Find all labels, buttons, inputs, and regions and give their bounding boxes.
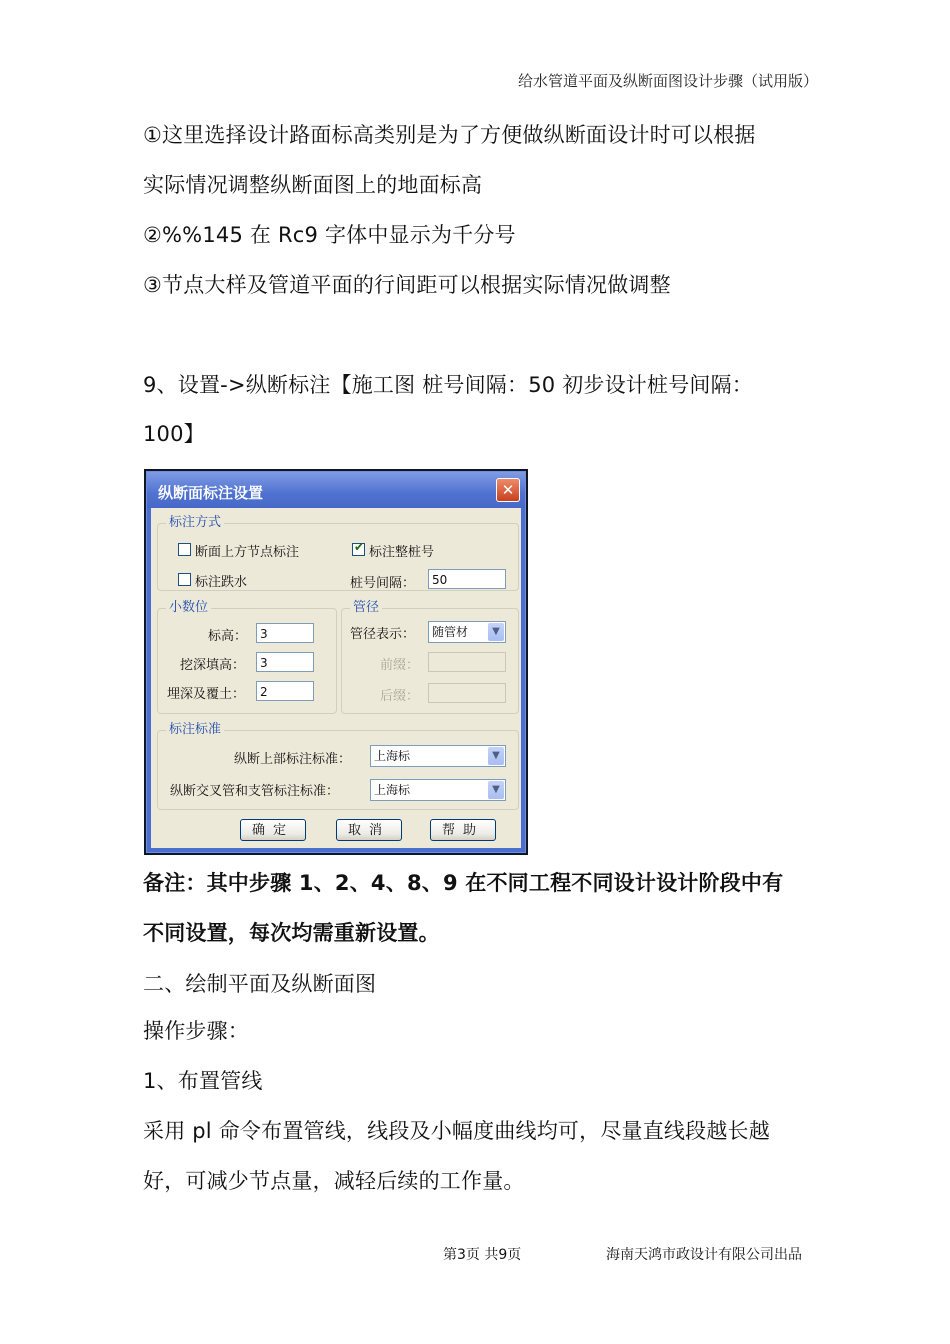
cut-fill-label: 挖深填高： bbox=[180, 658, 246, 673]
chevron-down-icon[interactable]: ▼ bbox=[488, 623, 504, 641]
group-annotation-method bbox=[157, 515, 519, 591]
help-button[interactable]: 帮助 bbox=[430, 819, 496, 841]
upper-standard-select[interactable] bbox=[370, 745, 506, 767]
chevron-down-icon[interactable]: ▼ bbox=[488, 781, 504, 799]
cancel-button[interactable]: 取消 bbox=[336, 819, 402, 841]
station-interval-input[interactable]: 50 bbox=[428, 569, 506, 589]
page-header: 给水管道平面及纵断面图设计步骤（试用版） bbox=[517, 72, 818, 90]
station-interval-label: 桩号间隔： bbox=[350, 576, 416, 591]
suffix-label: 后缀： bbox=[380, 689, 420, 704]
upper-standard-value: 上海标 bbox=[374, 749, 411, 763]
group-annotation-method-legend: 标注方式 bbox=[166, 514, 224, 532]
whole-station-checkbox[interactable] bbox=[352, 540, 365, 556]
elevation-label: 标高： bbox=[208, 629, 248, 644]
cut-fill-decimal-input[interactable]: 3 bbox=[256, 652, 314, 672]
note-2: ②%%145 在 Rc9 字体中显示为千分号 bbox=[143, 223, 516, 247]
cover-depth-label: 埋深及覆土： bbox=[167, 687, 246, 702]
group-diameter-legend: 管径 bbox=[350, 599, 382, 617]
group-decimal bbox=[157, 600, 337, 714]
note-1-line-2: 实际情况调整纵断面图上的地面标高 bbox=[143, 173, 483, 197]
dialog-titlebar[interactable] bbox=[147, 472, 525, 508]
note-3: ③节点大样及管道平面的行间距可以根据实际情况做调整 bbox=[143, 273, 671, 297]
diameter-display-select[interactable] bbox=[428, 621, 506, 643]
group-diameter bbox=[341, 600, 519, 714]
diameter-display-label: 管径表示： bbox=[350, 627, 416, 642]
group-decimal-legend: 小数位 bbox=[166, 599, 211, 617]
operation-steps-label: 操作步骤： bbox=[143, 1019, 249, 1043]
cross-standard-label: 纵断交叉管和支管标注标准： bbox=[170, 784, 340, 799]
whole-station-label: 标注整桩号 bbox=[369, 545, 435, 560]
prefix-label: 前缀： bbox=[380, 658, 420, 673]
step-9-line-1: 9、设置->纵断标注【施工图 桩号间隔：50 初步设计桩号间隔： bbox=[143, 373, 754, 397]
section-2-heading: 二、绘制平面及纵断面图 bbox=[143, 972, 377, 996]
paragraph-line-2: 好，可减少节点量，减轻后续的工作量。 bbox=[143, 1169, 525, 1193]
note-1-line-1: ①这里选择设计路面标高类别是为了方便做纵断面设计时可以根据 bbox=[143, 123, 756, 147]
checkmark-icon: ✔ bbox=[354, 540, 365, 554]
dialog-client bbox=[151, 508, 521, 848]
remark-line-2: 不同设置，每次均需重新设置。 bbox=[143, 921, 440, 945]
company-credit: 海南天鸿市政设计有限公司出品 bbox=[606, 1247, 802, 1263]
diameter-display-value: 随管材 bbox=[432, 625, 469, 639]
ok-button[interactable]: 确定 bbox=[240, 819, 306, 841]
drop-checkbox[interactable] bbox=[178, 573, 191, 586]
dialog-title: 纵断面标注设置 bbox=[158, 484, 264, 502]
group-standard-legend: 标注标准 bbox=[166, 721, 224, 739]
cross-standard-select[interactable] bbox=[370, 779, 506, 801]
group-standard bbox=[157, 722, 519, 810]
close-button[interactable]: ✕ bbox=[496, 478, 520, 502]
elevation-decimal-input[interactable]: 3 bbox=[256, 623, 314, 643]
chevron-down-icon[interactable]: ▼ bbox=[488, 747, 504, 765]
page-number: 第3页 共9页 bbox=[443, 1247, 522, 1263]
step-1-heading: 1、布置管线 bbox=[143, 1069, 263, 1093]
cover-depth-decimal-input[interactable]: 2 bbox=[256, 681, 314, 701]
suffix-input[interactable] bbox=[428, 683, 506, 703]
prefix-input[interactable] bbox=[428, 652, 506, 672]
upper-standard-label: 纵断上部标注标准： bbox=[234, 752, 352, 767]
cross-standard-value: 上海标 bbox=[374, 783, 411, 797]
remark-line-1: 备注：其中步骤 1、2、4、8、9 在不同工程不同设计设计阶段中有 bbox=[143, 871, 784, 895]
section-top-node-label: 断面上方节点标注 bbox=[195, 545, 300, 560]
section-top-node-checkbox[interactable] bbox=[178, 543, 191, 556]
drop-label: 标注跌水 bbox=[195, 575, 248, 590]
step-9-line-2: 100】 bbox=[143, 422, 205, 446]
paragraph-line-1: 采用 pl 命令布置管线，线段及小幅度曲线均可，尽量直线段越长越 bbox=[143, 1119, 770, 1143]
profile-annotation-dialog bbox=[144, 469, 528, 855]
